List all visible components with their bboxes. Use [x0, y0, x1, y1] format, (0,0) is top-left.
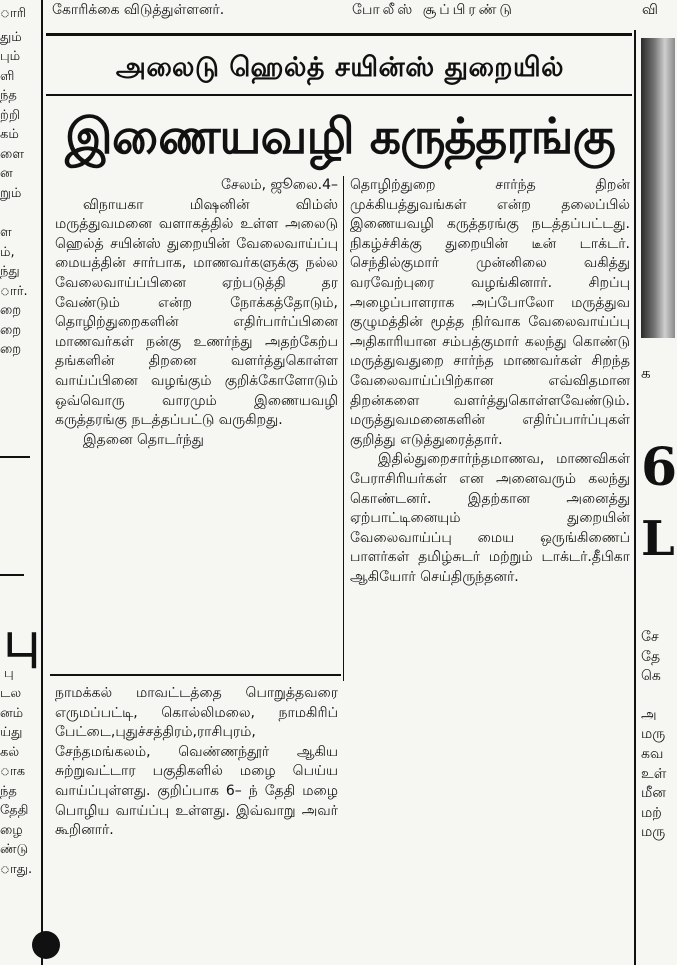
right-cut-column	[641, 628, 675, 843]
left-frag: ாது.	[0, 861, 33, 877]
left-column-rule	[41, 0, 43, 965]
left-frag: ய்து	[0, 725, 23, 740]
right-column-rule	[634, 30, 636, 965]
article-kicker: அலைடு ஹெல்த் சயின்ஸ் துறையில்	[115, 52, 565, 83]
left-frag: றும்	[0, 185, 22, 201]
article-column-1	[55, 176, 338, 450]
right-frag: க	[641, 364, 651, 382]
left-frag: ாக	[0, 764, 26, 779]
left-cut-column-lower	[0, 684, 38, 879]
left-frag: ார்.	[0, 283, 28, 299]
article-paragraph: இதனை தொடர்ந்து	[83, 431, 204, 448]
left-frag: றை	[0, 303, 22, 318]
right-frag: அ	[641, 706, 657, 723]
left-frag: ற்றி	[0, 107, 21, 123]
left-frag: ண்டு	[0, 842, 29, 857]
left-frag: தும்	[0, 29, 22, 45]
left-frag: ள	[0, 225, 12, 240]
right-frag: கெ	[641, 668, 661, 685]
article-paragraph: தொழிற்துறை சார்ந்த திறன் முக்கியத்துவங்கள் என்ற தலைப்பில் இணையவழி கருத்தரங்கு நடத்தப்பட்டது. நிகழ்ச்சிக்கு துறையின் டீன் டாக்டர். செந்தில்குமார் முன்னிலை வகித்து வரவேற்புரை வழங்கினார். சிறப்பு அழைப்பாளராக அப்போலோ மருத்துவ குழுமத்தின் மூத்த நிர்வாக வேலைவாய்ப்பு அதிகாரியான சம்பத்குமார் கலந்து கொண்டு மருத்துவதுறை சார்ந்த மாணவர்கள் சிறந்த வேலைவாய்ப்பிற்கான எவ்விதமான திறன்களை வளர்த்துகொள்ளவேண்டும். மருத்துவமனைகளின் எதிர்ப்பார்ப்புகள் குறித்து எடுத்துரைத்தார்.	[350, 177, 630, 448]
right-frag: சே	[641, 629, 659, 645]
left-frag-hidden: பு	[4, 666, 14, 681]
left-frag: ந்த	[0, 88, 17, 103]
left-frag: கம்	[0, 127, 19, 142]
article-dateline: சேலம், ஜூலை.4–	[221, 177, 338, 193]
right-frag: தே	[641, 648, 661, 665]
left-frag: னம்	[0, 705, 24, 721]
left-strip-rule-1	[0, 456, 30, 458]
left-frag: ளை	[0, 146, 25, 162]
left-strip-rule-2	[0, 574, 24, 576]
left-frag: டல	[0, 686, 22, 701]
article-top-rule	[46, 33, 632, 36]
article-paragraph: விநாயகா மிஷனின் விம்ஸ் மருத்துவமனை வளாகத்தில் உள்ள அலைடு ஹெல்த் சயின்ஸ் துறையின் வேலைவாய்ப்பு மையத்தின் சார்பாக, மாணவர்களுக்கு நல்ல வேலைவாய்ப்பினை ஏற்படுத்தி தர வேண்டும் என்ற நோக்கத்தோடும், தொழிற்துறைகளின் எதிர்பார்ப்பினை மாணவர்கள் நன்கு உணர்ந்து அதற்கேற்ப தங்களின் திறனை வளர்த்துகொள்ள வாய்ப்பினை வழங்கும் குறிக்கோளோடும் ஒவ்வொரு வாரமும் இணையவழி கருத்தரங்கு நடத்தப்பட்டு வருகிறது.	[55, 196, 338, 429]
left-frag: கல்	[0, 744, 20, 760]
article-column-2	[350, 176, 630, 587]
right-strip-photo	[641, 38, 675, 338]
right-frag: கவ	[641, 745, 664, 762]
article-paragraph: இதில்துறைசார்ந்தமாணவ, மாணவிகள் பேராசிரியர்கள் என அனைவரும் கலந்து கொண்டனர். இதற்கான அனைத்து ஏற்பாட்டினையும் துறையின் வேலைவாய்ப்பு மைய ஒருங்கிணைப் பாளர்கள் தமிழ்சுடர் மற்றும் டாக்டர்.தீபிகா ஆகியோர் செய்திருந்தனர்.	[350, 451, 630, 585]
weather-paragraph: நாமக்கல் மாவட்டத்தை பொறுத்தவரை எருமப்பட்டி, கொல்லிமலை, நாமகிரிப் பேட்டை,புதுச்சத்திரம்,ராசிபுரம், சேந்தமங்கலம், வெண்ணந்தூர் ஆகிய சுற்றுவட்டார பகுதிகளில் மழை பெய்ய வாய்ப்புள்ளது. குறிப்பாக 6– ந் தேதி மழை பொழிய வாய்ப்பு உள்ளது. இவ்வாறு அவர் கூறினார்.	[55, 685, 338, 839]
inner-column-rule	[343, 176, 344, 681]
left-frag: பும்	[0, 49, 21, 64]
left-frag: ாரி	[0, 6, 27, 21]
right-frag: மீன	[641, 785, 666, 802]
left-cut-column	[0, 4, 38, 360]
weather-top-rule	[50, 674, 341, 676]
left-frag: ந்து	[0, 264, 20, 279]
page-marker-dot	[32, 931, 60, 959]
right-frag-big: 6	[641, 437, 677, 498]
left-frag: ளி	[0, 68, 15, 84]
left-frag: ம்,	[0, 244, 15, 260]
right-frag: மரு	[641, 726, 666, 743]
left-frag: ந்த	[0, 783, 17, 799]
right-frag-big: L	[641, 511, 675, 567]
top-left-continuation: கோரிக்கை விடுத்துள்ளனர்.	[52, 2, 225, 18]
left-frag: றை	[0, 322, 22, 338]
article-headline: இணையவழி கருத்தரங்கு	[65, 108, 615, 165]
left-strip-big-fragment: பு	[4, 612, 40, 668]
left-frag: தேதி	[0, 803, 29, 818]
right-frag: மற்	[641, 804, 662, 821]
weather-story	[55, 684, 338, 841]
right-frag: உள்	[641, 765, 667, 782]
left-frag: ன	[0, 166, 13, 181]
top-mid-continuation: போலீஸ் சூப்பிரண்டு	[352, 2, 515, 18]
left-frag: றை	[0, 342, 22, 357]
kicker-underline	[46, 94, 632, 96]
left-frag: ழை	[0, 822, 23, 838]
top-right-continuation: வி	[642, 2, 658, 18]
right-frag: மரு	[641, 824, 666, 841]
